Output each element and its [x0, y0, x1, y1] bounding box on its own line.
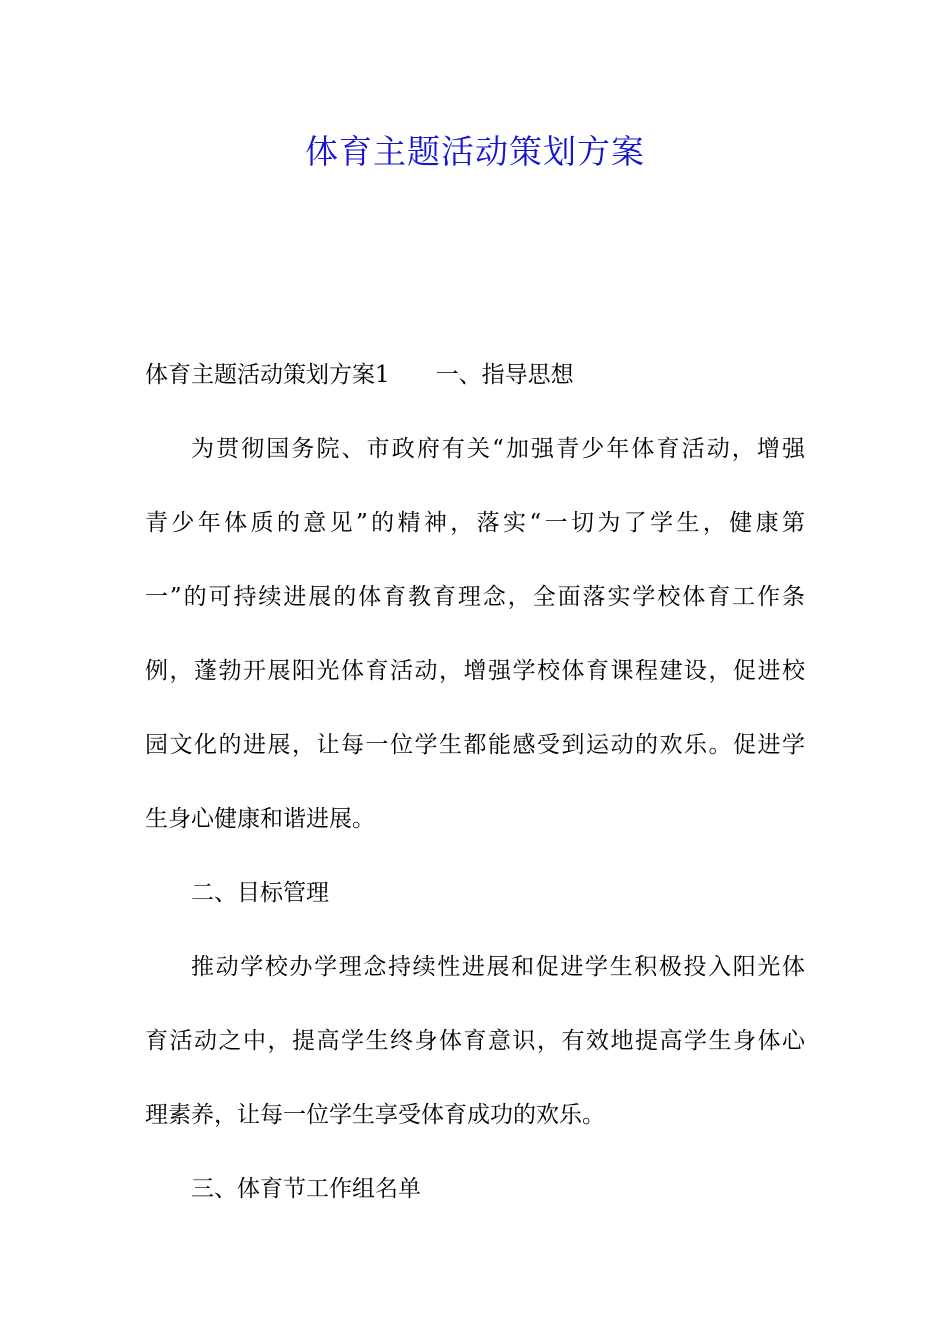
paragraph-line: 园文化的进展，让每一位学生都能感受到运动的欢乐。促进学 [145, 732, 805, 758]
document-title: 体育主题活动策划方案 [305, 132, 645, 171]
paragraph-line: 育活动之中，提高学生终身体育意识，有效地提高学生身体心 [145, 1028, 805, 1054]
section-heading-goal-management: 二、目标管理 [191, 880, 329, 906]
plan-subtitle: 体育主题活动策划方案1 [145, 362, 390, 388]
section-heading-guiding-ideology: 一、指导思想 [435, 362, 574, 388]
paragraph-line: 生身心健康和谐进展。 [145, 806, 375, 832]
paragraph-line: 例，蓬勃开展阳光体育活动，增强学校体育课程建设，促进校 [145, 658, 805, 684]
document-body [145, 338, 805, 1226]
paragraph-line: 推动学校办学理念持续性进展和促进学生积极投入阳光体 [191, 954, 805, 980]
section-heading-line [145, 338, 805, 412]
paragraph-line: 青少年体质的意见”的精神，落实“一切为了学生，健康第 [145, 510, 805, 536]
paragraph-line: 一”的可持续进展的体育教育理念，全面落实学校体育工作条 [145, 584, 805, 610]
section-heading-work-group-list: 三、体育节工作组名单 [191, 1176, 421, 1202]
paragraph-line: 理素养，让每一位学生享受体育成功的欢乐。 [145, 1102, 605, 1128]
paragraph-line: 为贯彻国务院、市政府有关“加强青少年体育活动，增强 [191, 436, 805, 462]
